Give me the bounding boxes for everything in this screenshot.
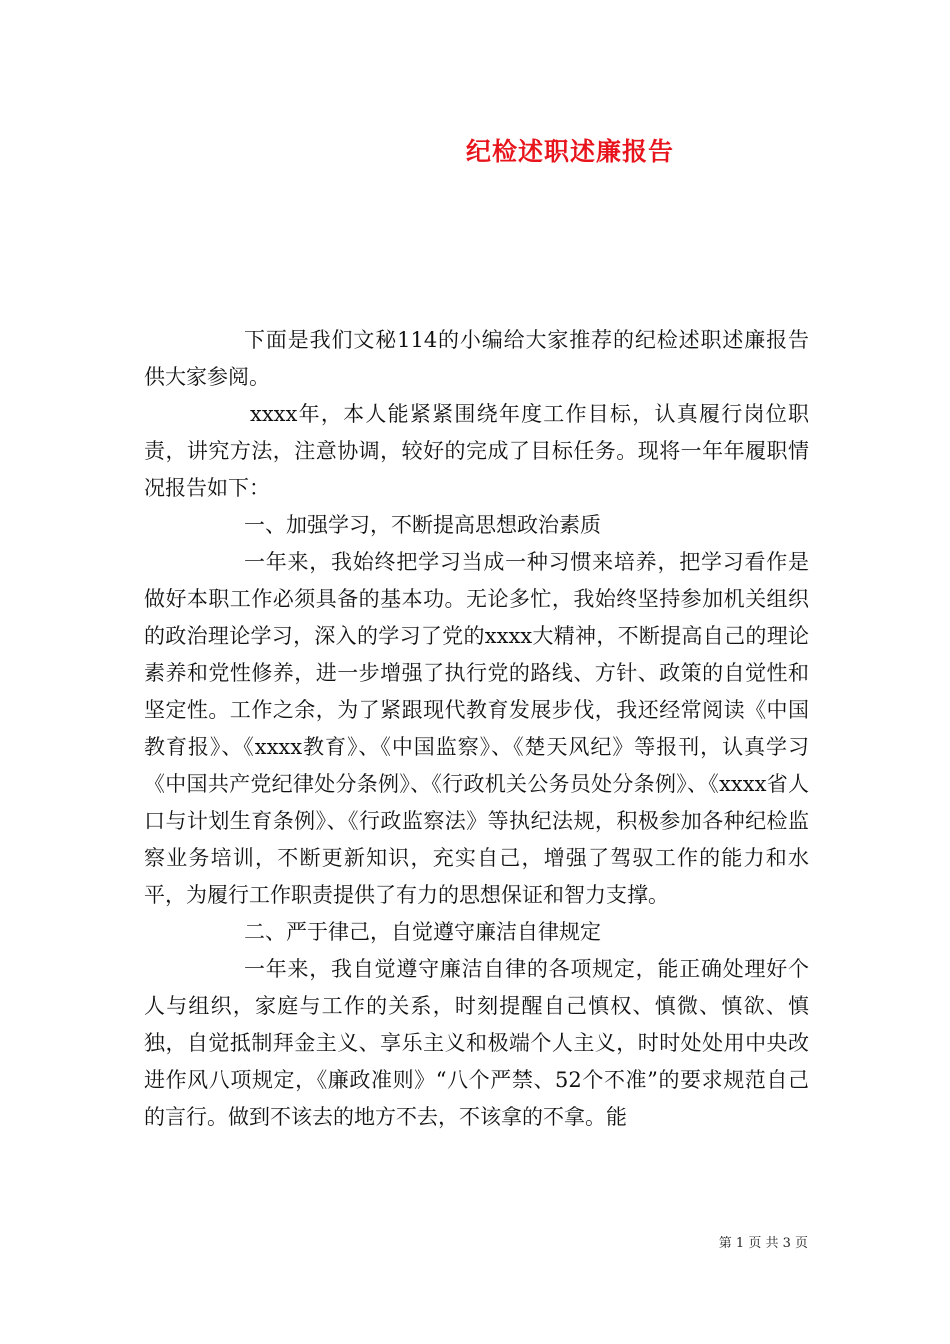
intro-paragraph: 下面是我们文秘114的小编给大家推荐的纪检述职述廉报告供大家参阅。: [144, 328, 809, 389]
page-number: 第 1 页 共 3 页: [718, 1236, 808, 1251]
section-heading-2: 二、严于律己，自觉遵守廉洁自律规定: [244, 920, 601, 944]
section-1-paragraph: 一年来，我始终把学习当成一种习惯来培养，把学习看作是做好本职工作必须具备的基本功。无论多忙，我始终坚持参加机关组织的政治理论学习，深入的学习了党的xxxx大精神，不断提高自己的理论素养和党性修养，进一步增强了执行党的路线、方针、政策的自觉性和坚定性。工作之余，为了紧跟现代教育发展步伐，我还经常阅读《中国教育报》、《xxxx教育》、《中国监察》、《楚天风纪》等报刊，认真学习《中国共产党纪律处分条例》、《行政机关公务员处分条例》、《xxxx省人口与计划生育条例》、《行政监察法》等执纪法规，积极参加各种纪检监察业务培训，不断更新知识，充实自己，增强了驾驭工作的能力和水平，为履行工作职责提供了有力的思想保证和智力支撑。: [144, 550, 809, 907]
section-heading-1: 一、加强学习，不断提高思想政治素质: [244, 513, 601, 537]
section-2-paragraph: 一年来，我自觉遵守廉洁自律的各项规定，能正确处理好个人与组织，家庭与工作的关系，时刻提醒自己慎权、慎微、慎欲、慎独，自觉抵制拜金主义、享乐主义和极端个人主义，时时处处用中央改进作风八项规定，《廉政准则》“八个严禁、52个不准”的要求规范自己的言行。做到不该去的地方不去，不该拿的不拿。能: [144, 957, 809, 1129]
document-body: [144, 322, 809, 1136]
document-title: 纪检述职述廉报告: [465, 137, 674, 166]
summary-paragraph: xxxx年，本人能紧紧围绕年度工作目标，认真履行岗位职责，讲究方法，注意协调，较好的完成了目标任务。现将一年年履职情况报告如下：: [144, 402, 809, 500]
